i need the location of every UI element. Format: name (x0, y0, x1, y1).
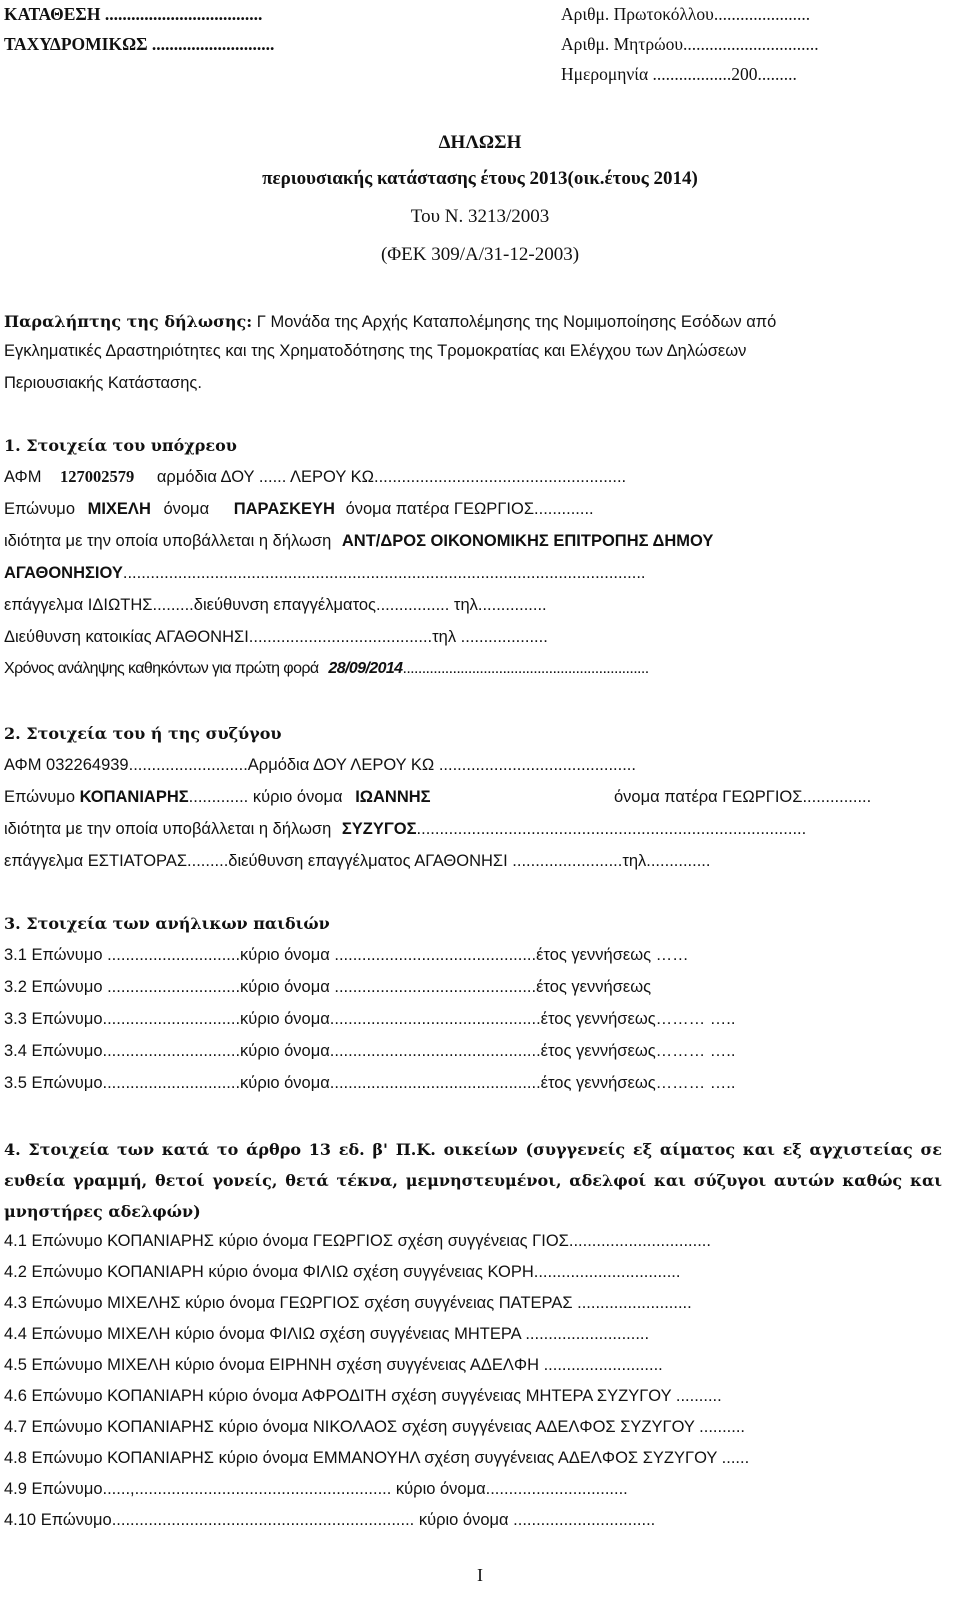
spouse-surname-value: ΚΟΠΑΝΙΑΡΗΣ (79, 788, 189, 806)
relative-row: 4.2 Επώνυμο ΚΟΠΑΝΙΑΡΗ κύριο όνομα ΦΙΛΙΩ σχέση συγγένειας ΚΟΡΗ................................ (4, 1263, 681, 1281)
capacity-value-2: ΑΓΑΘΟΝΗΣΙΟΥ (4, 564, 123, 582)
section1-capacity-line (4, 532, 713, 551)
section1-name-line (4, 500, 594, 519)
spouse-name-label: ............. κύριο όνομα (188, 788, 343, 806)
document-title: ΔΗΛΩΣΗ (438, 132, 522, 153)
duty-date: 28/09/2014 (328, 660, 403, 677)
law-reference: Του Ν. 3213/2003 (410, 206, 550, 227)
recipient-line-2: Εγκληματικές Δραστηριότητες και της Χρηματοδότησης της Τρομοκρατίας και Ελέγχου των Δηλώσεων (4, 342, 747, 360)
section1-duty-line (4, 660, 649, 678)
section1-residence-line: Διεύθυνση κατοικίας ΑΓΑΘΟΝΗΣΙ........................................τηλ ................... (4, 628, 548, 646)
section2-name-line (4, 788, 944, 807)
afm-value: 127002579 (60, 467, 135, 486)
duty-dots: ................................................................ (402, 660, 649, 677)
name-label: όνομα (163, 500, 210, 518)
spouse-capacity-dots: ..................................................................................... (416, 820, 807, 838)
relative-row: 4.3 Επώνυμο ΜΙΧΕΛΗΣ κύριο όνομα ΓΕΩΡΓΙΟΣ σχέση συγγένειας ΠΑΤΕΡΑΣ ......................... (4, 1294, 692, 1312)
name-value: ΠΑΡΑΣΚΕΥΗ (233, 500, 335, 518)
relative-row: 4.1 Επώνυμο ΚΟΠΑΝΙΑΡΗΣ κύριο όνομα ΓΕΩΡΓΙΟΣ σχέση συγγένειας ΓΙΟΣ............................... (4, 1232, 711, 1250)
section1-profession-line: επάγγελμα ΙΔΙΩΤΗΣ.........διεύθυνση επαγγέλματος................ τηλ............... (4, 596, 547, 614)
gazette-reference: (ΦΕΚ 309/Α/31-12-2003) (380, 244, 580, 265)
section4-heading: 4. Στοιχεία των κατά το άρθρο 13 εδ. β' Π.Κ. οικείων (συγγενείς εξ αίματος και εξ αγχιστείας σε ευθεία γραμμή, θετοί γονείς, θετά τέκνα, μεμνηστευμένοι, αδελφοί και σύζυγοι αυτών καθώς και μνηστήρες αδελφών) (4, 1140, 942, 1221)
relative-row: 4.4 Επώνυμο ΜΙΧΕΛΗ κύριο όνομα ΦΙΛΙΩ σχέση συγγένειας ΜΗΤΕΡΑ ........................... (4, 1325, 650, 1343)
section1-afm-line (4, 467, 626, 487)
section1-capacity-line-2 (4, 564, 646, 583)
recipient-line-3: Περιουσιακής Κατάστασης. (4, 374, 202, 392)
relative-row: 4.5 Επώνυμο ΜΙΧΕΛΗ κύριο όνομα ΕΙΡΗΝΗ σχέση συγγένειας ΑΔΕΛΦΗ .......................... (4, 1356, 663, 1374)
relative-row: 4.9 Επώνυμο......,........................................................ κύριο όνομα............................... (4, 1480, 628, 1498)
relative-row: 4.8 Επώνυμο ΚΟΠΑΝΙΑΡΗΣ κύριο όνομα ΕΜΜΑΝΟΥΗΛ σχέση συγγένειας ΑΔΕΛΦΟΣ ΣΥΖΥΓΟΥ ...... (4, 1449, 750, 1467)
child-row: 3.3 Επώνυμο..............................κύριο όνομα..............................................έτος γεννήσεως……… ….. (4, 1010, 736, 1028)
surname-value: ΜΙΧΕΛΗ (87, 500, 151, 518)
recipient-text-1: Γ Μονάδα της Αρχής Καταπολέμησης της Νομιμοποίησης Εσόδων από (252, 313, 777, 331)
child-row: 3.1 Επώνυμο .............................κύριο όνομα ............................................έτος γεννήσεως …… (4, 946, 689, 964)
section2-heading: 2. Στοιχεία του ή της συζύγου (4, 724, 282, 743)
spouse-capacity-label: ιδιότητα με την οποία υποβάλλεται η δήλωση (4, 820, 332, 838)
page-number: I (477, 1565, 483, 1585)
recipient-label: Παραλήπτης της δήλωσης: (4, 312, 253, 331)
recipient-line-1 (4, 312, 776, 332)
spouse-name-value: ΙΩΑΝΝΗΣ (355, 788, 431, 806)
section2-afm-line: ΑΦΜ 032264939..........................Αρμόδια ΔΟΥ ΛΕΡΟΥ ΚΩ ........................................... (4, 756, 636, 774)
capacity-value: ΑΝΤ/ΔΡΟΣ ΟΙΚΟΝΟΜΙΚΗΣ ΕΠΙΤΡΟΠΗΣ ΔΗΜΟΥ (341, 532, 714, 550)
spouse-capacity-value: ΣΥΖΥΓΟΣ (341, 820, 417, 838)
duty-label: Χρόνος ανάληψης καθηκόντων για πρώτη φορά (4, 660, 319, 677)
relative-row: 4.6 Επώνυμο ΚΟΠΑΝΙΑΡΗ κύριο όνομα ΑΦΡΟΔΙΤΗ σχέση συγγένειας ΜΗΤΕΡΑ ΣΥΖΥΓΟΥ .......... (4, 1387, 722, 1405)
child-row: 3.2 Επώνυμο .............................κύριο όνομα ............................................έτος γεννήσεως (4, 978, 652, 996)
section1-heading: 1. Στοιχεία του υπόχρεου (4, 436, 237, 455)
doy-value: ...... ΛΕΡΟΥ ΚΩ....................................................... (258, 468, 627, 486)
doy-label: αρμόδια ΔΟΥ (156, 468, 255, 486)
child-row: 3.4 Επώνυμο..............................κύριο όνομα..............................................έτος γεννήσεως……… ….. (4, 1042, 736, 1060)
child-row: 3.5 Επώνυμο..............................κύριο όνομα..............................................έτος γεννήσεως……… ….. (4, 1074, 736, 1092)
capacity-dots: .................................................................................................................. (122, 564, 646, 582)
document-subtitle: περιουσιακής κατάστασης έτους 2013(οικ.έτους 2014) (262, 168, 698, 189)
relative-row: 4.10 Επώνυμο.................................................................. κύριο όνομα ............................... (4, 1511, 656, 1529)
spouse-father-field: όνομα πατέρα ΓΕΩΡΓΙΟΣ............... (614, 788, 872, 806)
capacity-label: ιδιότητα με την οποία υποβάλλεται η δήλωση (4, 532, 332, 550)
section2-profession-line: επάγγελμα ΕΣΤΙΑΤΟΡΑΣ.........διεύθυνση επαγγέλματος ΑΓΑΘΟΝΗΣΙ ........................τηλ.............. (4, 852, 711, 870)
date-field: Ημερομηνία ..................200......... (561, 64, 797, 84)
registry-number-field: Αριθμ. Μητρώου............................... (561, 34, 819, 54)
relative-row: 4.7 Επώνυμο ΚΟΠΑΝΙΑΡΗΣ κύριο όνομα ΝΙΚΟΛΑΟΣ σχέση συγγένειας ΑΔΕΛΦΟΣ ΣΥΖΥΓΟΥ .......... (4, 1418, 746, 1436)
deposit-field: ΚΑΤΑΘΕΣΗ .................................... (4, 4, 263, 24)
spouse-surname-label: Επώνυμο (4, 788, 75, 806)
afm-label: ΑΦΜ (4, 468, 42, 486)
father-name-field: όνομα πατέρα ΓΕΩΡΓΙΟΣ............. (345, 500, 594, 518)
section2-capacity-line (4, 820, 806, 839)
protocol-number-field: Αριθμ. Πρωτοκόλλου...................... (561, 4, 811, 24)
section3-heading: 3. Στοιχεία των ανήλικων παιδιών (4, 914, 330, 933)
surname-label: Επώνυμο (4, 500, 75, 518)
postal-field: ΤΑΧΥΔΡΟΜΙΚΩΣ ............................ (4, 34, 275, 54)
